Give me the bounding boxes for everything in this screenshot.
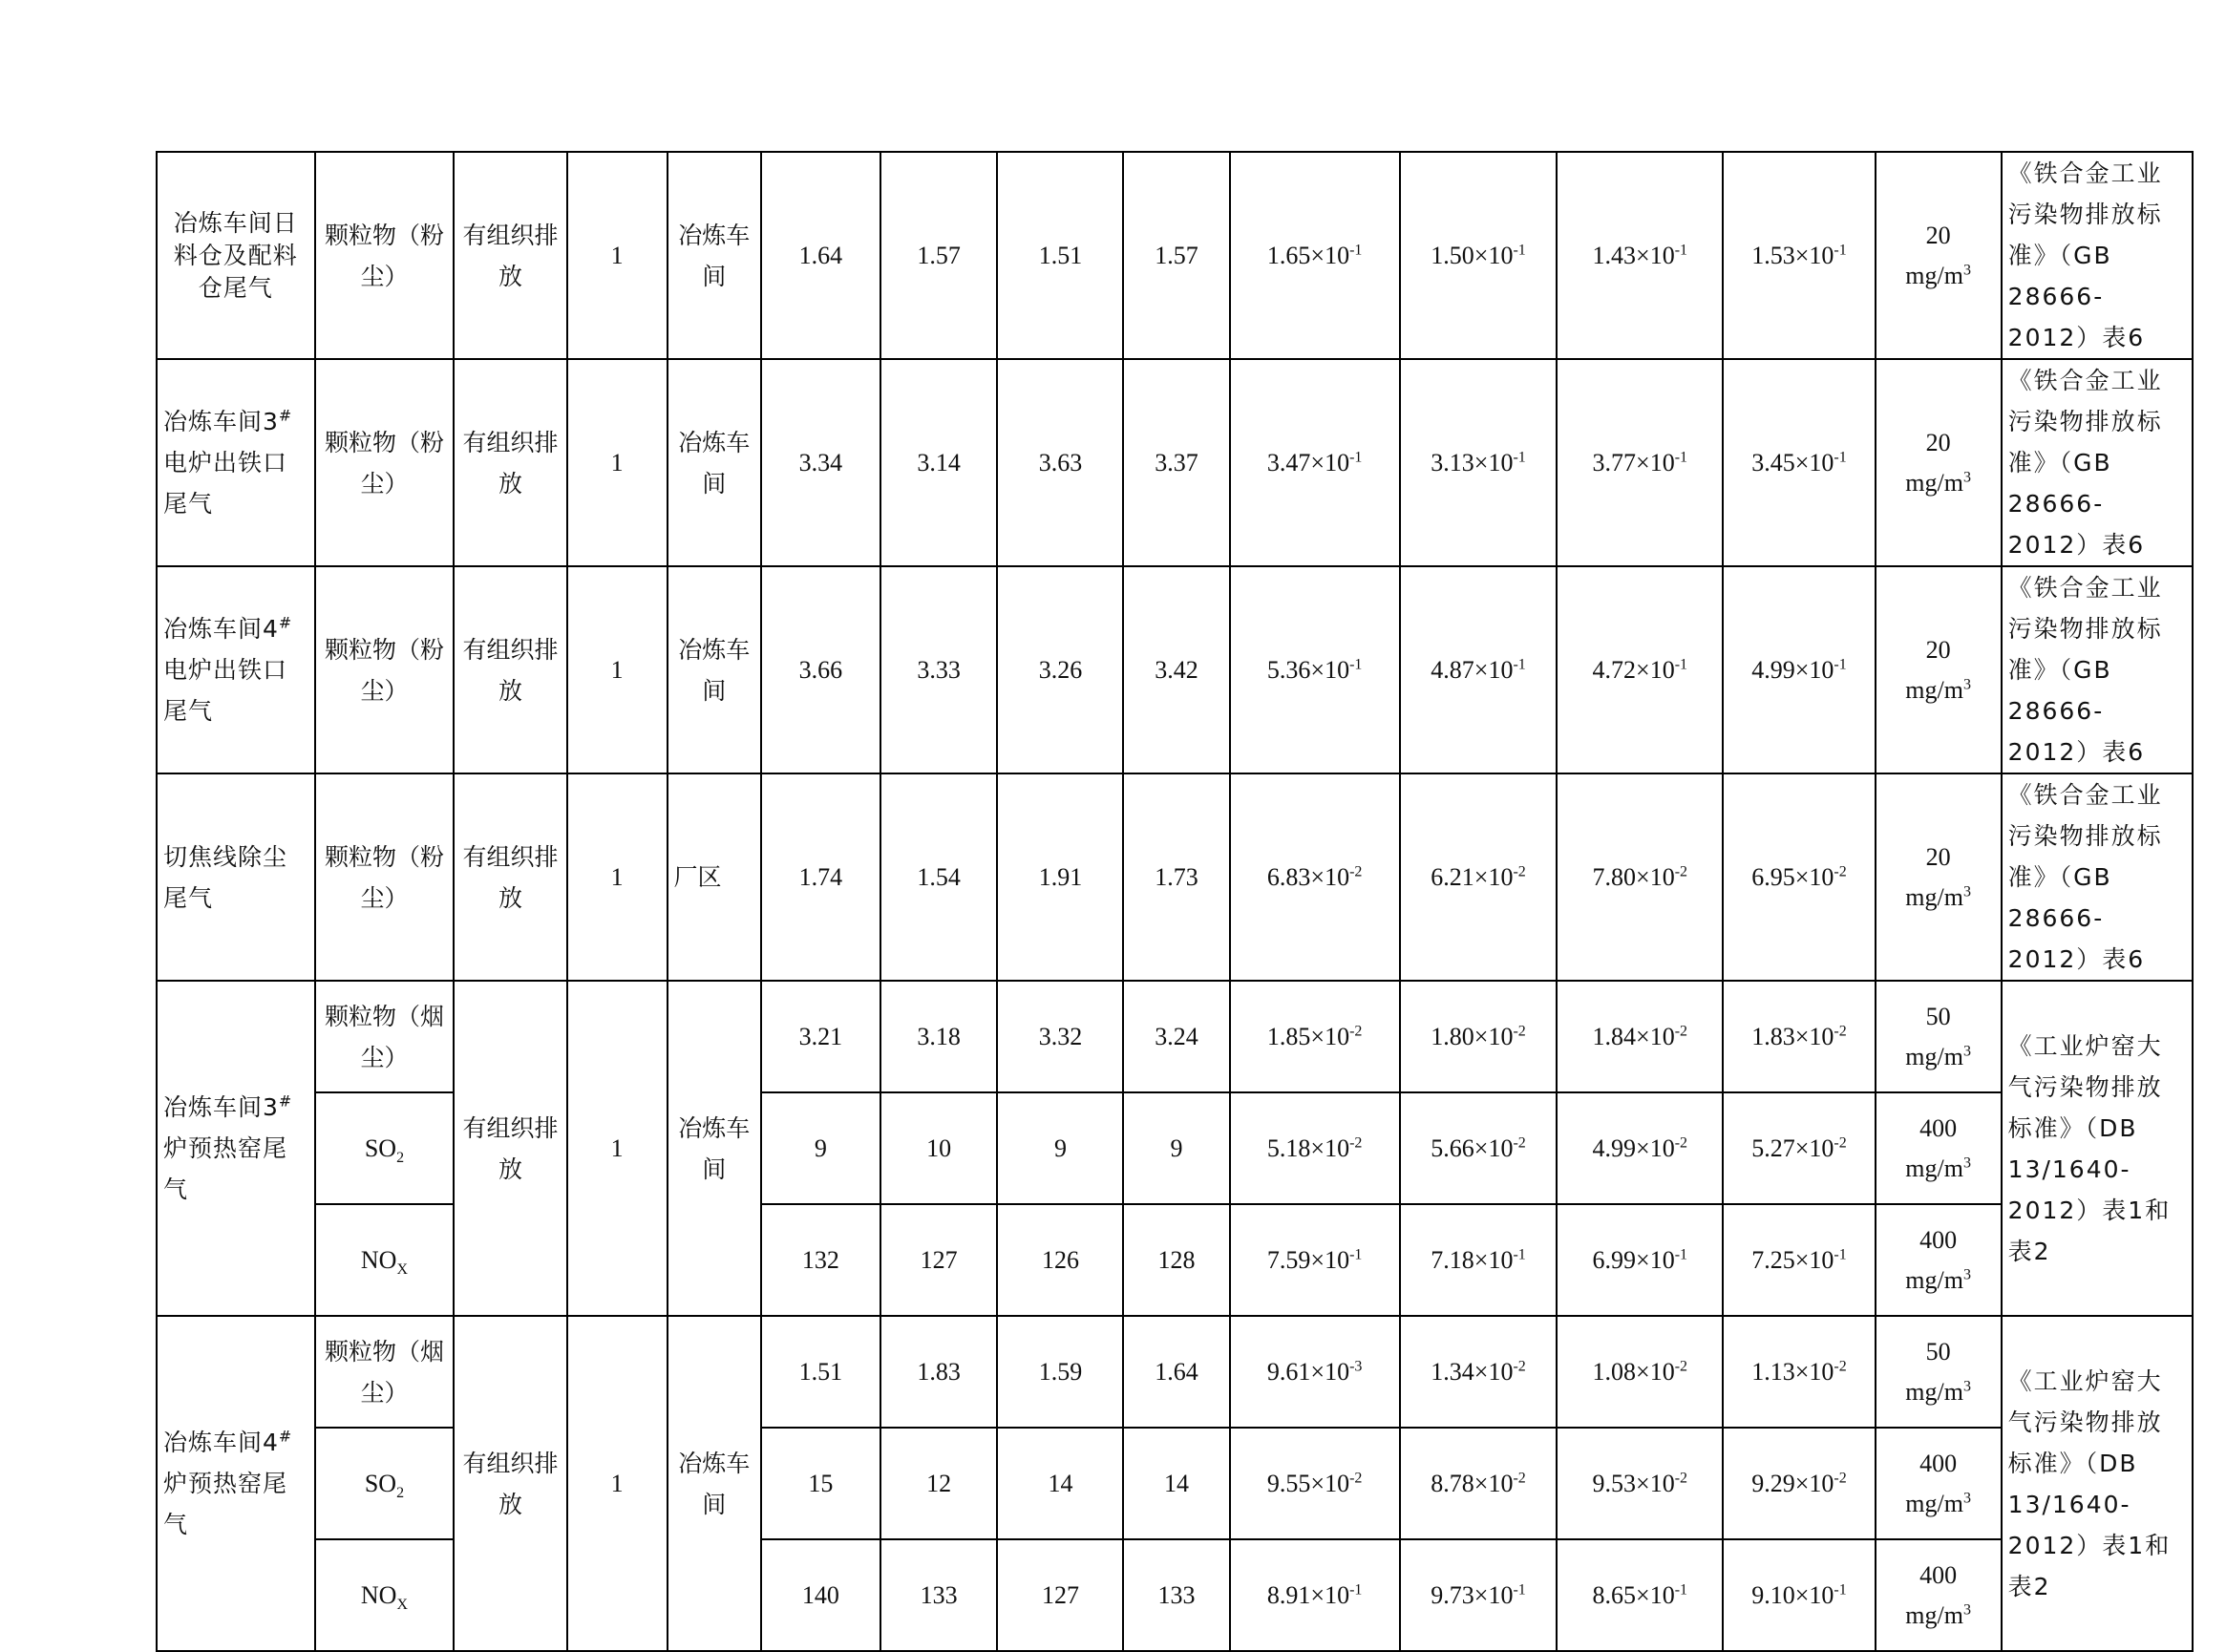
emission-mode-cell: 有组织排放 — [454, 1316, 566, 1651]
rate-1: $3.47\times 10^{-1}$ — [1230, 359, 1400, 566]
concentration-2: 127 — [880, 1204, 998, 1316]
concentration-2: 3.18 — [880, 981, 998, 1092]
standard-cell: 《工业炉窑大气污染物排放标准》（DB 13/1640-2012）表1和表2 — [2002, 981, 2193, 1316]
concentration-1: 3.34 — [761, 359, 880, 566]
concentration-2: 3.33 — [880, 566, 998, 773]
limit-cell: 20 $mg/m^3$ — [1876, 566, 2002, 773]
rate-avg: $1.53\times 10^{-1}$ — [1723, 152, 1875, 359]
rate-1: $9.55\times 10^{-2}$ — [1230, 1428, 1400, 1539]
source-cell: 冶炼车间4#电炉出铁口尾气 — [157, 566, 315, 773]
concentration-avg: 1.64 — [1123, 1316, 1229, 1428]
concentration-3: 1.59 — [997, 1316, 1123, 1428]
location-cell: 冶炼车间 — [668, 152, 762, 359]
concentration-1: 1.51 — [761, 1316, 880, 1428]
emission-mode-cell: 有组织排放 — [454, 773, 566, 981]
table-row — [157, 152, 2193, 359]
concentration-2: 1.54 — [880, 773, 998, 981]
standard-cell: 《铁合金工业污染物排放标准》（GB 28666-2012）表6 — [2002, 152, 2193, 359]
rate-1: $8.91\times 10^{-1}$ — [1230, 1539, 1400, 1651]
rate-3: $7.80\times 10^{-2}$ — [1557, 773, 1723, 981]
location-cell: 厂区 — [668, 773, 762, 981]
rate-2: $3.13\times 10^{-1}$ — [1400, 359, 1558, 566]
rate-2: $4.87\times 10^{-1}$ — [1400, 566, 1558, 773]
table-row — [157, 773, 2193, 981]
rate-3: $6.99\times 10^{-1}$ — [1557, 1204, 1723, 1316]
rate-avg: $5.27\times 10^{-2}$ — [1723, 1092, 1875, 1204]
source-cell: 冶炼车间3#炉预热窑尾气 — [157, 981, 315, 1316]
rate-3: $4.99\times 10^{-2}$ — [1557, 1092, 1723, 1204]
concentration-2: 1.57 — [880, 152, 998, 359]
limit-cell: 50 $mg/m^3$ — [1876, 981, 2002, 1092]
limit-cell: 400 $mg/m^3$ — [1876, 1428, 2002, 1539]
rate-1: $7.59\times 10^{-1}$ — [1230, 1204, 1400, 1316]
rate-3: $1.84\times 10^{-2}$ — [1557, 981, 1723, 1092]
rate-3: $1.08\times 10^{-2}$ — [1557, 1316, 1723, 1428]
source-cell: 冶炼车间3#电炉出铁口尾气 — [157, 359, 315, 566]
source-cell: 切焦线除尘尾气 — [157, 773, 315, 981]
table-row — [157, 566, 2193, 773]
limit-cell: 50 $mg/m^3$ — [1876, 1316, 2002, 1428]
limit-cell: 400 $mg/m^3$ — [1876, 1092, 2002, 1204]
source-cell: 冶炼车间日料仓及配料仓尾气 — [157, 152, 315, 359]
rate-1: $6.83\times 10^{-2}$ — [1230, 773, 1400, 981]
count-cell: 1 — [567, 1316, 668, 1651]
concentration-avg: 3.37 — [1123, 359, 1229, 566]
concentration-avg: 133 — [1123, 1539, 1229, 1651]
concentration-1: 3.66 — [761, 566, 880, 773]
concentration-2: 1.83 — [880, 1316, 998, 1428]
rate-3: $4.72\times 10^{-1}$ — [1557, 566, 1723, 773]
concentration-3: 126 — [997, 1204, 1123, 1316]
pollutant-cell: $SO_2$ — [315, 1092, 455, 1204]
emission-mode-cell: 有组织排放 — [454, 152, 566, 359]
rate-avg: $6.95\times 10^{-2}$ — [1723, 773, 1875, 981]
rate-3: $1.43\times 10^{-1}$ — [1557, 152, 1723, 359]
pollutant-cell: $SO_2$ — [315, 1428, 455, 1539]
rate-avg: $9.10\times 10^{-1}$ — [1723, 1539, 1875, 1651]
count-cell: 1 — [567, 152, 668, 359]
source-cell: 冶炼车间4#炉预热窑尾气 — [157, 1316, 315, 1651]
rate-1: $1.85\times 10^{-2}$ — [1230, 981, 1400, 1092]
pollutant-cell: 颗粒物（粉尘） — [315, 359, 455, 566]
count-cell: 1 — [567, 773, 668, 981]
concentration-avg: 3.42 — [1123, 566, 1229, 773]
concentration-1: 1.64 — [761, 152, 880, 359]
rate-avg: $4.99\times 10^{-1}$ — [1723, 566, 1875, 773]
standard-cell: 《铁合金工业污染物排放标准》（GB 28666-2012）表6 — [2002, 566, 2193, 773]
rate-avg: $3.45\times 10^{-1}$ — [1723, 359, 1875, 566]
concentration-1: 140 — [761, 1539, 880, 1651]
concentration-3: 14 — [997, 1428, 1123, 1539]
rate-2: $7.18\times 10^{-1}$ — [1400, 1204, 1558, 1316]
rate-avg: $7.25\times 10^{-1}$ — [1723, 1204, 1875, 1316]
concentration-3: 3.26 — [997, 566, 1123, 773]
rate-2: $6.21\times 10^{-2}$ — [1400, 773, 1558, 981]
location-cell: 冶炼车间 — [668, 981, 762, 1316]
concentration-1: 9 — [761, 1092, 880, 1204]
pollutant-cell: 颗粒物（粉尘） — [315, 773, 455, 981]
pollutant-cell: 颗粒物（烟尘） — [315, 981, 455, 1092]
table-row — [157, 359, 2193, 566]
rate-avg: $9.29\times 10^{-2}$ — [1723, 1428, 1875, 1539]
pollutant-cell: 颗粒物（粉尘） — [315, 566, 455, 773]
table-row — [157, 981, 2193, 1092]
limit-cell: 400 $mg/m^3$ — [1876, 1539, 2002, 1651]
concentration-avg: 1.73 — [1123, 773, 1229, 981]
concentration-avg: 128 — [1123, 1204, 1229, 1316]
rate-1: $5.36\times 10^{-1}$ — [1230, 566, 1400, 773]
rate-1: $1.65\times 10^{-1}$ — [1230, 152, 1400, 359]
concentration-3: 127 — [997, 1539, 1123, 1651]
concentration-1: 1.74 — [761, 773, 880, 981]
pollutant-cell: $NO_X$ — [315, 1539, 455, 1651]
emissions-table — [156, 151, 2194, 1652]
rate-2: $1.34\times 10^{-2}$ — [1400, 1316, 1558, 1428]
standard-cell: 《铁合金工业污染物排放标准》（GB 28666-2012）表6 — [2002, 773, 2193, 981]
rate-avg: $1.83\times 10^{-2}$ — [1723, 981, 1875, 1092]
rate-3: $3.77\times 10^{-1}$ — [1557, 359, 1723, 566]
emission-mode-cell: 有组织排放 — [454, 981, 566, 1316]
table-row — [157, 1316, 2193, 1428]
rate-1: $5.18\times 10^{-2}$ — [1230, 1092, 1400, 1204]
location-cell: 冶炼车间 — [668, 1316, 762, 1651]
concentration-3: 1.91 — [997, 773, 1123, 981]
concentration-2: 3.14 — [880, 359, 998, 566]
concentration-1: 132 — [761, 1204, 880, 1316]
rate-2: $1.80\times 10^{-2}$ — [1400, 981, 1558, 1092]
concentration-3: 3.63 — [997, 359, 1123, 566]
emission-mode-cell: 有组织排放 — [454, 359, 566, 566]
concentration-2: 10 — [880, 1092, 998, 1204]
concentration-3: 9 — [997, 1092, 1123, 1204]
standard-cell: 《铁合金工业污染物排放标准》（GB 28666-2012）表6 — [2002, 359, 2193, 566]
concentration-3: 1.51 — [997, 152, 1123, 359]
rate-2: $8.78\times 10^{-2}$ — [1400, 1428, 1558, 1539]
pollutant-cell: 颗粒物（粉尘） — [315, 152, 455, 359]
concentration-1: 3.21 — [761, 981, 880, 1092]
limit-cell: 20 $mg/m^3$ — [1876, 152, 2002, 359]
rate-2: $5.66\times 10^{-2}$ — [1400, 1092, 1558, 1204]
concentration-1: 15 — [761, 1428, 880, 1539]
concentration-avg: 9 — [1123, 1092, 1229, 1204]
concentration-avg: 1.57 — [1123, 152, 1229, 359]
concentration-3: 3.32 — [997, 981, 1123, 1092]
limit-cell: 400 $mg/m^3$ — [1876, 1204, 2002, 1316]
rate-avg: $1.13\times 10^{-2}$ — [1723, 1316, 1875, 1428]
concentration-avg: 14 — [1123, 1428, 1229, 1539]
rate-2: $1.50\times 10^{-1}$ — [1400, 152, 1558, 359]
standard-cell: 《工业炉窑大气污染物排放标准》（DB 13/1640-2012）表1和表2 — [2002, 1316, 2193, 1651]
concentration-avg: 3.24 — [1123, 981, 1229, 1092]
emission-mode-cell: 有组织排放 — [454, 566, 566, 773]
pollutant-cell: 颗粒物（烟尘） — [315, 1316, 455, 1428]
location-cell: 冶炼车间 — [668, 359, 762, 566]
rate-3: $9.53\times 10^{-2}$ — [1557, 1428, 1723, 1539]
rate-2: $9.73\times 10^{-1}$ — [1400, 1539, 1558, 1651]
rate-3: $8.65\times 10^{-1}$ — [1557, 1539, 1723, 1651]
limit-cell: 20 $mg/m^3$ — [1876, 773, 2002, 981]
count-cell: 1 — [567, 981, 668, 1316]
count-cell: 1 — [567, 359, 668, 566]
location-cell: 冶炼车间 — [668, 566, 762, 773]
count-cell: 1 — [567, 566, 668, 773]
concentration-2: 133 — [880, 1539, 998, 1651]
limit-cell: 20 $mg/m^3$ — [1876, 359, 2002, 566]
pollutant-cell: $NO_X$ — [315, 1204, 455, 1316]
concentration-2: 12 — [880, 1428, 998, 1539]
rate-1: $9.61\times 10^{-3}$ — [1230, 1316, 1400, 1428]
